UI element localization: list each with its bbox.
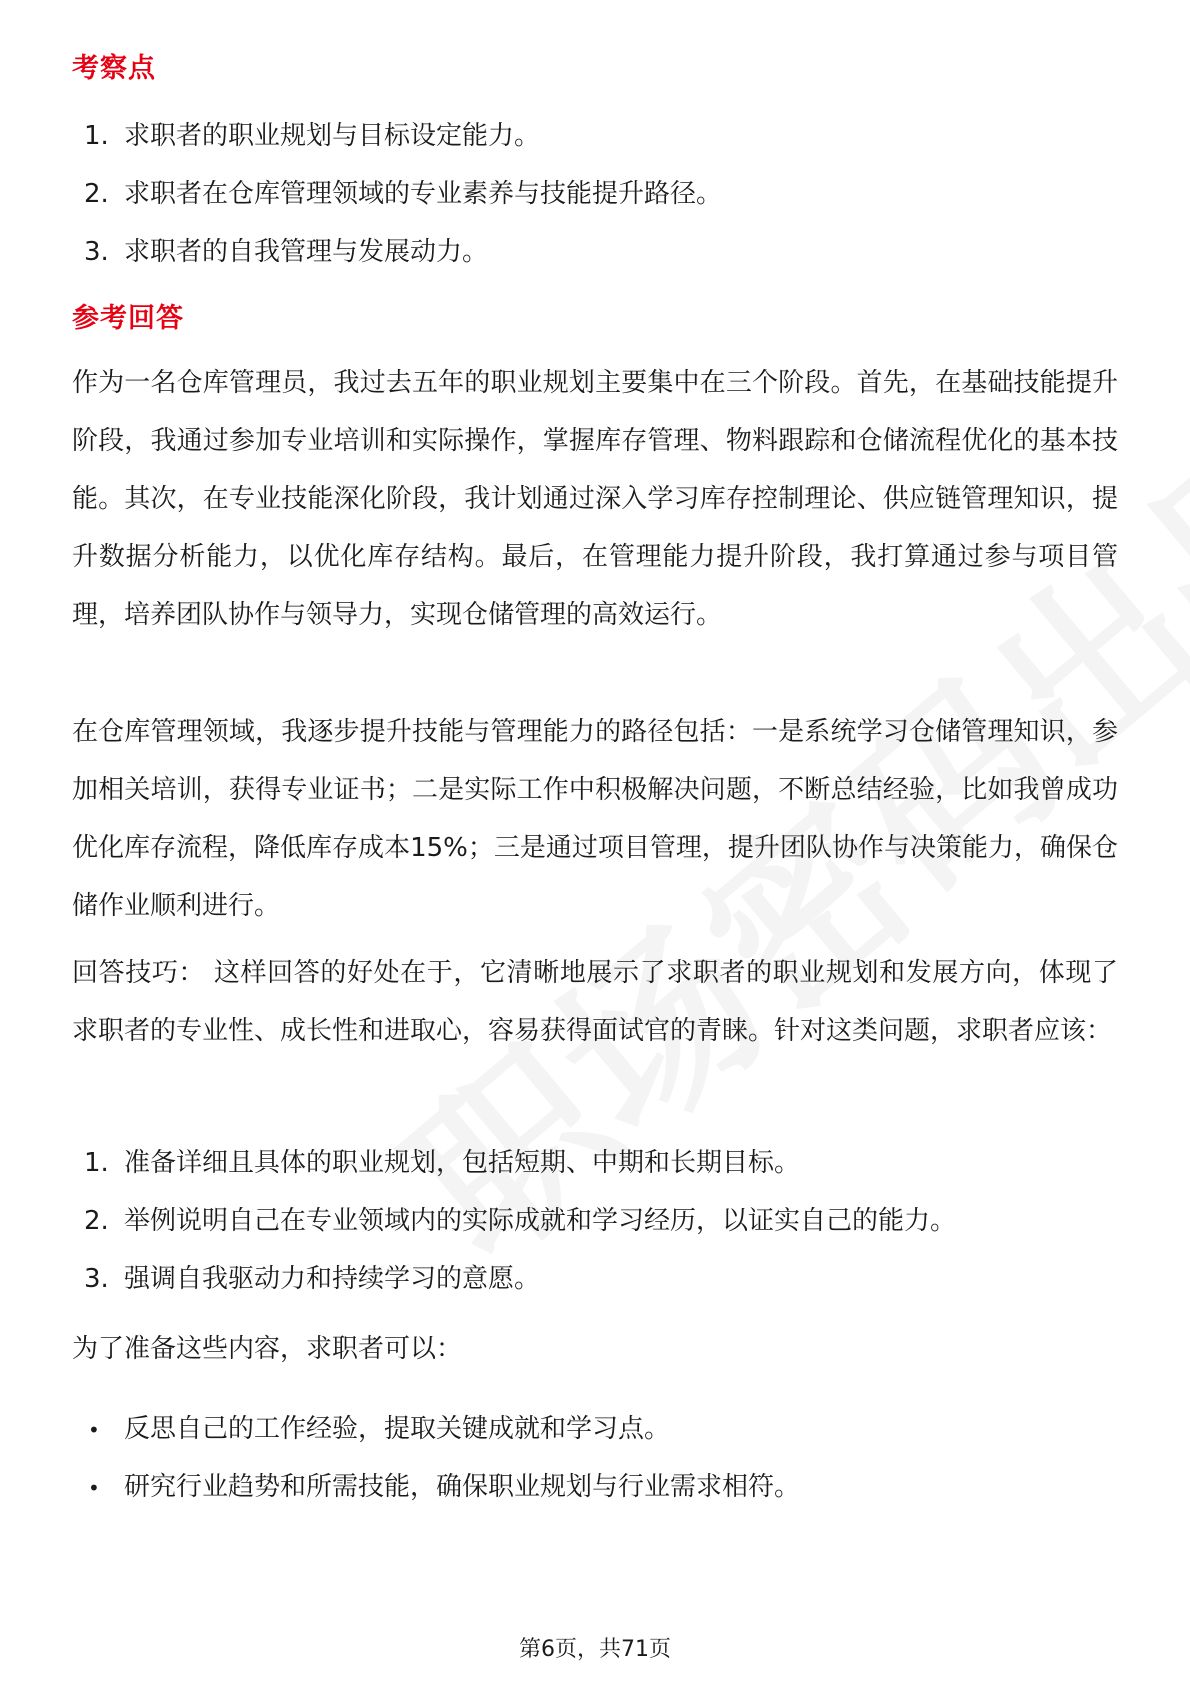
answer-paragraph: 在仓库管理领域，我逐步提升技能与管理能力的路径包括：一是系统学习仓储管理知识，参加相关培训，获得专业证书；二是实际工作中积极解决问题，不断总结经验，比如我曾成功优化库存流程，降低库存成本15%；三是通过项目管理，提升团队协作与决策能力，确保仓储作业顺利进行。 bbox=[72, 717, 1118, 921]
answer-tips-paragraph: 回答技巧： 这样回答的好处在于，它清晰地展示了求职者的职业规划和发展方向，体现了求职者的专业性、成长性和进取心，容易获得面试官的青睐。针对这类问题，求职者应该： bbox=[72, 958, 1118, 1046]
answer-paragraph: 作为一名仓库管理员，我过去五年的职业规划主要集中在三个阶段。首先，在基础技能提升阶段，我通过参加专业培训和实际操作，掌握库存管理、物料跟踪和仓储流程优化的基本技能。其次，在专业技能深化阶段，我计划通过深入学习库存控制理论、供应链管理知识，提升数据分析能力，以优化库存结构。最后，在管理能力提升阶段，我打算通过参与项目管理，培养团队协作与领导力，实现仓储管理的高效运行。 bbox=[72, 368, 1118, 630]
tips-list bbox=[84, 1134, 956, 1308]
page-number: 第6页，共71页 bbox=[519, 1637, 671, 1662]
prep-list bbox=[84, 1400, 800, 1516]
list-item: 3. 求职者的自我管理与发展动力。 bbox=[84, 237, 489, 267]
list-item: 2. 举例说明自己在专业领域内的实际成就和学习经历，以证实自己的能力。 bbox=[84, 1206, 957, 1236]
list-item: 1. 求职者的职业规划与目标设定能力。 bbox=[84, 121, 541, 151]
exam-points-heading: 考察点 bbox=[72, 53, 156, 84]
prep-intro: 为了准备这些内容，求职者可以： bbox=[72, 1334, 463, 1364]
list-item: 3. 强调自我驱动力和持续学习的意愿。 bbox=[84, 1264, 541, 1294]
list-item: • 反思自己的工作经验，提取关键成就和学习点。 bbox=[84, 1400, 800, 1458]
reference-answer-heading: 参考回答 bbox=[72, 303, 184, 334]
list-item: 1. 准备详细且具体的职业规划，包括短期、中期和长期目标。 bbox=[84, 1148, 801, 1178]
list-item: 2. 求职者在仓库管理领域的专业素养与技能提升路径。 bbox=[84, 179, 723, 209]
exam-points-list bbox=[84, 107, 722, 281]
bullet-icon: • bbox=[88, 1418, 100, 1442]
list-item: • 研究行业趋势和所需技能，确保职业规划与行业需求相符。 bbox=[84, 1458, 800, 1516]
bullet-icon: • bbox=[88, 1476, 100, 1500]
